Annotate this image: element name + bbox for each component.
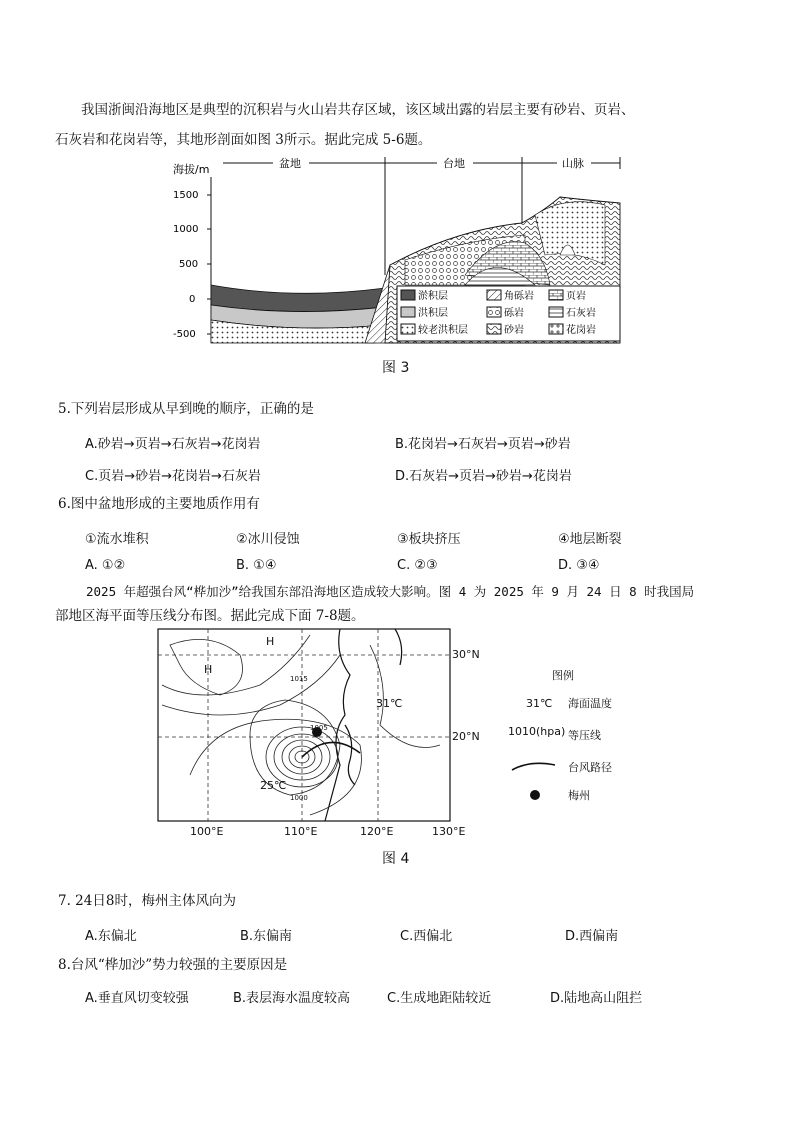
lon-110e: 110°E — [284, 825, 318, 838]
region-tableland: 台地 — [443, 157, 465, 170]
lon-100e: 100°E — [190, 825, 224, 838]
legend-meizhou: 梅州 — [568, 789, 590, 802]
isobar-1015-label: 1015 — [290, 675, 308, 683]
q6-option-c: C. ②③ — [397, 558, 438, 573]
legend-typhoon-path: 台风路径 — [568, 761, 612, 774]
intro2-line-2: 部地区海平面等压线分布图。据此完成下面 7-8题。 — [55, 608, 365, 624]
q6-option-a: A. ①② — [85, 558, 126, 573]
q5-option-b: B.花岗岩→石灰岩→页岩→砂岩 — [395, 437, 571, 452]
legend-silt: 淤积层 — [418, 291, 448, 302]
lon-120e: 120°E — [360, 825, 394, 838]
legend-conglomerate: 砾岩 — [504, 308, 524, 319]
figure-3-caption: 图 3 — [382, 360, 410, 376]
q8-option-d: D.陆地高山阻拦 — [550, 991, 643, 1006]
legend-sandstone: 砂岩 — [504, 325, 524, 336]
q6-statement-4: ④地层断裂 — [558, 532, 622, 547]
legend-flood-deposit: 洪积层 — [418, 308, 448, 319]
q7-stem: 7. 24日8时，梅州主体风向为 — [58, 893, 236, 909]
q6-stem: 6.图中盆地形成的主要地质作用有 — [58, 496, 260, 512]
q6-statement-3: ③板块挤压 — [397, 532, 461, 547]
q7-option-b: B.东偏南 — [240, 929, 293, 944]
lat-30n: 30°N — [452, 648, 480, 661]
q6-statement-1: ①流水堆积 — [85, 532, 149, 547]
q6-option-b: B. ①④ — [236, 558, 277, 573]
lat-20n: 20°N — [452, 730, 480, 743]
legend-old-flood-deposit: 较老洪积层 — [418, 325, 468, 336]
q5-stem: 5.下列岩层形成从早到晚的顺序，正确的是 — [58, 401, 314, 417]
intro-line-1: 我国浙闽沿海地区是典型的沉积岩与火山岩共存区域，该区域出露的岩层主要有砂岩、页岩、 — [81, 102, 635, 118]
intro-line-2: 石灰岩和花岗岩等，其地形剖面如图 3所示。据此完成 5-6题。 — [55, 132, 432, 148]
map-temp-31: 31℃ — [376, 697, 403, 710]
map-temp-25: 25℃ — [260, 779, 287, 792]
q6-statement-2: ②冰川侵蚀 — [236, 532, 300, 547]
legend-isobar: 等压线 — [568, 729, 601, 742]
map-high-h2: H — [266, 635, 275, 648]
region-basin: 盆地 — [279, 157, 301, 170]
legend-limestone: 石灰岩 — [566, 308, 596, 319]
ytick-1000: 1000 — [173, 224, 199, 235]
lon-130e: 130°E — [432, 825, 466, 838]
isobar-1005-label: 1005 — [310, 724, 328, 732]
ytick-500: 500 — [179, 259, 199, 270]
legend-shale: 页岩 — [566, 291, 586, 302]
y-axis-label: 海拔/m — [173, 163, 210, 176]
q5-option-c: C.页岩→砂岩→花岗岩→石灰岩 — [85, 469, 261, 484]
map-high-h1: H — [204, 663, 213, 676]
figure-4-caption: 图 4 — [382, 851, 410, 867]
isobar-1000-label: 1000 — [290, 794, 308, 802]
q8-option-c: C.生成地距陆较近 — [387, 991, 492, 1006]
legend-granite: 花岗岩 — [566, 325, 596, 336]
legend-breccia: 角砾岩 — [504, 291, 534, 302]
q8-option-a: A.垂直风切变较强 — [85, 991, 189, 1006]
figure-3-profile — [165, 155, 625, 345]
figure-4-isobar-map — [150, 625, 630, 840]
ytick-1500: 1500 — [173, 190, 199, 201]
q7-option-c: C.西偏北 — [400, 929, 453, 944]
ytick-0: 0 — [189, 294, 196, 305]
intro2-line-1: 2025 年超强台风“桦加沙”给我国东部沿海地区造成较大影响。图 4 为 2025 年 9 月 24 日 8 时我国局 — [86, 584, 695, 599]
q5-option-a: A.砂岩→页岩→石灰岩→花岗岩 — [85, 437, 261, 452]
q8-stem: 8.台风“桦加沙”势力较强的主要原因是 — [58, 957, 288, 973]
map-legend-title: 图例 — [552, 669, 574, 682]
ytick-minus500: -500 — [173, 329, 196, 340]
region-mountain: 山脉 — [562, 157, 584, 170]
q7-option-a: A.东偏北 — [85, 929, 137, 944]
q8-option-b: B.表层海水温度较高 — [233, 991, 351, 1006]
legend-sym-temp: 31℃ — [526, 697, 553, 710]
q7-option-d: D.西偏南 — [565, 929, 619, 944]
legend-sym-isobar: 1010(hpa) — [508, 725, 566, 738]
legend-sea-temp: 海面温度 — [568, 697, 612, 710]
q5-option-d: D.石灰岩→页岩→砂岩→花岗岩 — [395, 469, 572, 484]
q6-option-d: D. ③④ — [558, 558, 600, 573]
